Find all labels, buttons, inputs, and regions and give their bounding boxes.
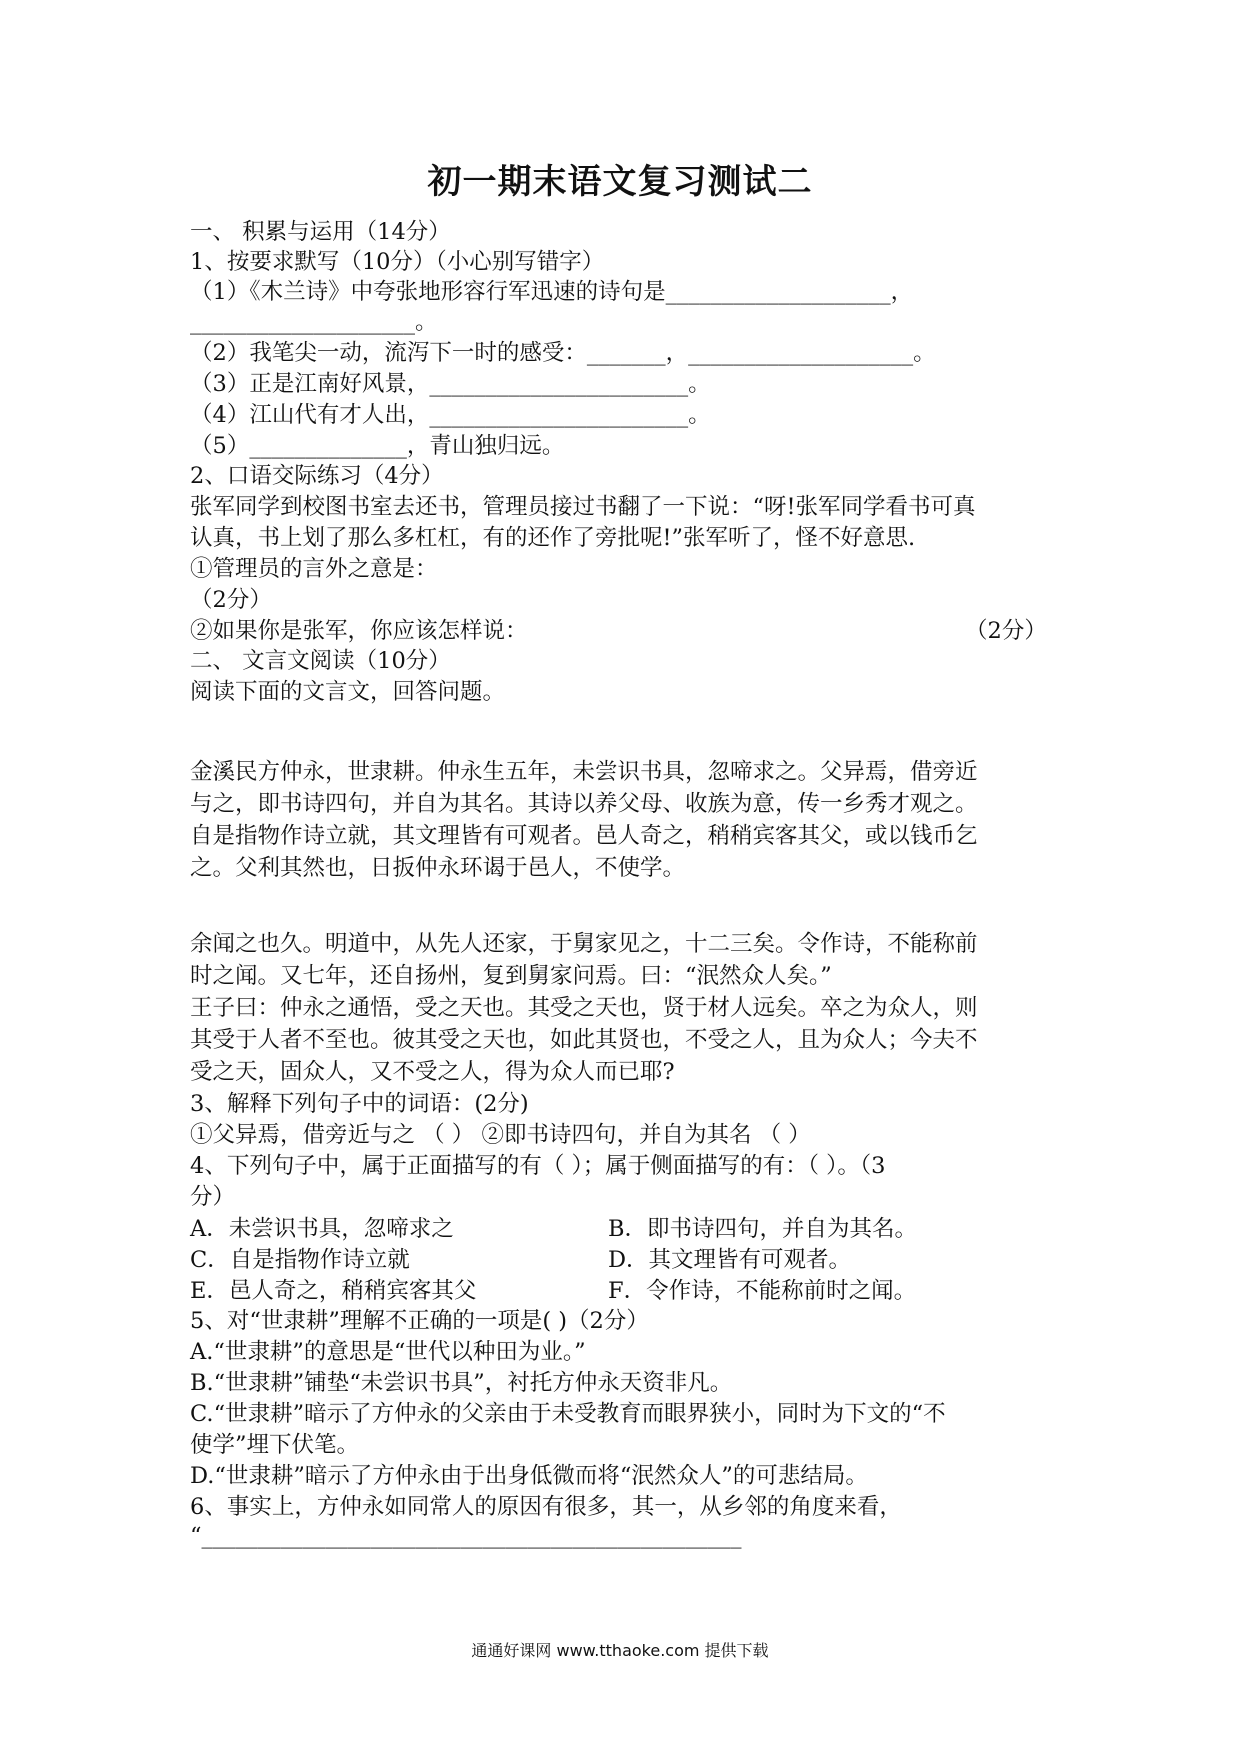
question-2-passage-line-2: 认真，书上划了那么多杠杠，有的还作了旁批呢!”张军听了，怪不好意思. [190, 525, 916, 551]
question-6-line-1: 6、事实上，方仲永如同常人的原因有很多，其一，从乡邻的角度来看， [190, 1494, 902, 1520]
question-1-item-3: （3）正是江南好风景，_______________________。 [190, 371, 711, 397]
question-5-option-b: B.“世隶耕”铺垫“未尝识书具”，衬托方仲永天资非凡。 [190, 1370, 733, 1396]
question-3-items: ①父异焉，借旁近与之 （ ） ②即书诗四句，并自为其名 （ ） [190, 1122, 811, 1148]
page-title: 初一期末语文复习测试二 [427, 162, 813, 202]
passage-para-3-line-2: 其受于人者不至也。彼其受之天也，如此其贤也，不受之人，且为众人；今夫不 [190, 1027, 978, 1053]
question-4-line-1: 4、下列句子中，属于正面描写的有（ ）；属于侧面描写的有：（ ）。（3 [190, 1153, 886, 1179]
question-2: 2、口语交际练习（4分） [190, 463, 444, 489]
passage-para-1-line-3: 自是指物作诗立就，其文理皆有可观者。邑人奇之，稍稍宾客其父，或以钱币乞 [190, 823, 978, 849]
question-1-item-2: （2）我笔尖一动，流泻下一时的感受：_______，____________________。 [190, 340, 936, 366]
passage-para-2-line-1: 余闻之也久。明道中，从先人还家，于舅家见之，十二三矣。令作诗，不能称前 [190, 931, 978, 957]
question-5-option-c-line-1: C.“世隶耕”暗示了方仲永的父亲由于未受教育而眼界狭小，同时为下文的“不 [190, 1401, 946, 1427]
section-2-intro: 阅读下面的文言文，回答问题。 [190, 679, 506, 705]
question-2-subquestion-b-score: （2分） [965, 618, 1047, 644]
question-4-option-e: E．邑人奇之，稍稍宾客其父 [190, 1278, 477, 1304]
question-1-item-1-blank: ____________________。 [190, 309, 438, 335]
question-4-option-c: C．自是指物作诗立就 [190, 1247, 410, 1273]
question-3: 3、解释下列句子中的词语：(2分) [190, 1091, 529, 1117]
passage-para-1-line-1: 金溪民方仲永，世隶耕。仲永生五年，未尝识书具，忽啼求之。父异焉，借旁近 [190, 759, 978, 785]
question-1-item-5: （5）______________，青山独归远。 [190, 433, 565, 459]
question-5: 5、对“世隶耕”理解不正确的一项是( )（2分） [190, 1308, 649, 1334]
passage-para-3-line-1: 王子曰：仲永之通悟，受之天也。其受之天也，贤于材人远矣。卒之为众人，则 [190, 995, 978, 1021]
question-5-option-a: A.“世隶耕”的意思是“世代以种田为业。” [190, 1339, 586, 1365]
question-4-option-d: D．其文理皆有可观者。 [608, 1247, 852, 1273]
footer-source: 通通好课网 www.tthaoke.com 提供下载 [471, 1641, 769, 1660]
passage-para-1-line-2: 与之，即书诗四句，并自为其名。其诗以养父母、收族为意，传一乡秀才观之。 [190, 791, 978, 817]
question-4-line-2: 分） [190, 1184, 236, 1210]
question-5-option-d: D.“世隶耕”暗示了方仲永由于出身低微而将“泯然众人”的可悲结局。 [190, 1463, 868, 1489]
question-5-option-c-line-2: 使学”埋下伏笔。 [190, 1432, 360, 1458]
question-2-passage-line-1: 张军同学到校图书室去还书，管理员接过书翻了一下说：“呀!张军同学看书可真 [190, 494, 976, 520]
passage-para-3-line-3: 受之天，固众人，又不受之人，得为众人而已耶? [190, 1059, 675, 1085]
question-4-option-b: B．即书诗四句，并自为其名。 [608, 1216, 918, 1242]
question-6-answer-blank: “________________________________________________ [190, 1523, 742, 1549]
section-1-heading: 一、 积累与运用（14分） [190, 219, 451, 245]
question-4-option-a: A．未尝识书具，忽啼求之 [190, 1216, 454, 1242]
question-4-option-f: F．令作诗，不能称前时之闻。 [608, 1278, 917, 1304]
question-2-subquestion-b: ②如果你是张军，你应该怎样说： [190, 618, 528, 644]
passage-para-2-line-2: 时之闻。又七年，还自扬州，复到舅家问焉。曰：“泯然众人矣。” [190, 963, 832, 989]
question-2-subquestion-a-score: （2分） [190, 587, 272, 613]
question-2-subquestion-a: ①管理员的言外之意是： [190, 556, 438, 582]
question-1: 1、按要求默写（10分）（小心别写错字） [190, 249, 605, 275]
question-1-item-1: （1）《木兰诗》中夸张地形容行军迅速的诗句是____________________， [190, 279, 914, 305]
section-2-heading: 二、 文言文阅读（10分） [190, 648, 451, 674]
question-1-item-4: （4）江山代有才人出，_______________________。 [190, 402, 711, 428]
passage-para-1-line-4: 之。父利其然也，日扳仲永环谒于邑人，不使学。 [190, 855, 686, 881]
